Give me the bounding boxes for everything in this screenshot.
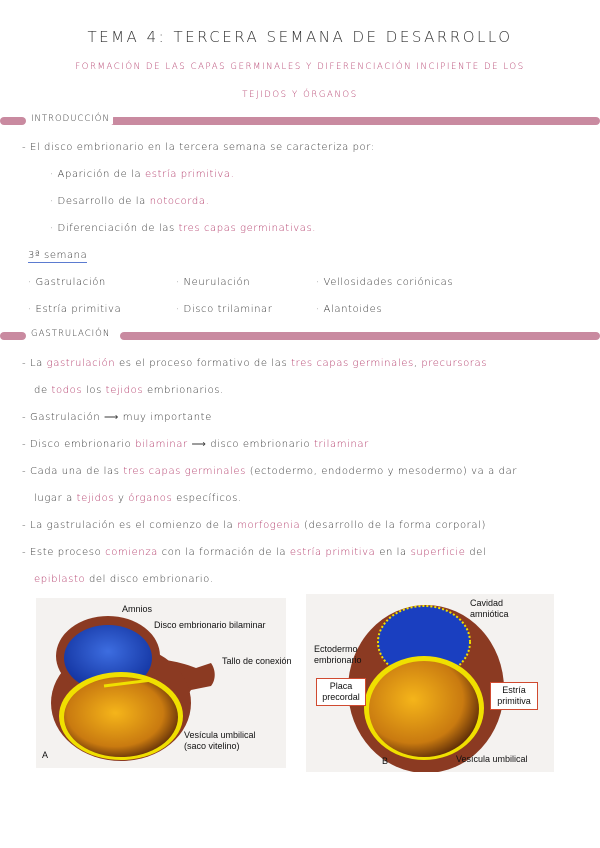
label-embrionario: embrionario bbox=[314, 655, 362, 665]
figure-a bbox=[36, 598, 292, 768]
label-placa-precordal: Placa precordal bbox=[316, 678, 366, 706]
subtitle-line-2: TEJIDOS Y ÓRGANOS bbox=[242, 90, 358, 100]
gastr-paragraph-5: - La gastrulación es el comienzo de la morfogenia (desarrollo de la forma corporal) bbox=[22, 520, 486, 531]
figure-b bbox=[306, 594, 554, 772]
gastr-paragraph-2: - Gastrulación ⟶ muy importante bbox=[22, 412, 212, 423]
grid-item: · Estría primitiva bbox=[28, 304, 122, 315]
grid-item: · Gastrulación bbox=[28, 277, 106, 288]
intro-item-1: · Aparición de la estría primitiva. bbox=[50, 169, 235, 180]
label-cavidad: Cavidad bbox=[470, 598, 504, 608]
label-vesicula-umbilical-b: Vesícula umbilical bbox=[456, 754, 528, 764]
gastr-paragraph-1-cont: de todos los tejidos embrionarios. bbox=[34, 385, 224, 396]
label-disco-bilaminar: Disco embrionario bilaminar bbox=[154, 620, 266, 630]
gastr-paragraph-6-cont: epiblasto del disco embrionario. bbox=[34, 574, 214, 585]
section-bar-introduccion bbox=[0, 116, 600, 126]
intro-line: - El disco embrionario en la tercera semana se caracteriza por: bbox=[22, 142, 375, 153]
grid-item: · Alantoides bbox=[316, 304, 383, 315]
label-ectodermo: Ectodermo bbox=[314, 644, 358, 654]
gastr-paragraph-3: - Disco embrionario bilaminar ⟶ disco embrionario trilaminar bbox=[22, 439, 369, 450]
label-saco-vitelino: (saco vitelino) bbox=[184, 741, 240, 751]
figure-a-letter: A bbox=[42, 750, 49, 760]
grid-item: · Vellosidades coriónicas bbox=[316, 277, 454, 288]
intro-item-2: · Desarrollo de la notocorda. bbox=[50, 196, 210, 207]
intro-item-3: · Diferenciación de las tres capas germinativas. bbox=[50, 223, 317, 234]
figure-b-letter: B bbox=[382, 756, 389, 766]
section-heading-gastrulacion: GASTRULACIÓN bbox=[28, 329, 113, 339]
week-label: 3ª semana bbox=[28, 250, 88, 261]
gastr-paragraph-4: - Cada una de las tres capas germinales (ectodermo, endodermo y mesodermo) va a dar bbox=[22, 466, 518, 477]
gastr-paragraph-6: - Este proceso comienza con la formación de la estría primitiva en la superficie del bbox=[22, 547, 487, 558]
grid-item: · Neurulación bbox=[176, 277, 251, 288]
gastr-paragraph-1: - La gastrulación es el proceso formativo de las tres capas germinales, precursoras bbox=[22, 358, 488, 369]
label-amnios: Amnios bbox=[122, 604, 153, 614]
subtitle-line-1: FORMACIÓN DE LAS CAPAS GERMINALES Y DIFERENCIACIÓN INCIPIENTE DE LOS bbox=[75, 62, 525, 72]
label-tallo-conexion: Tallo de conexión bbox=[222, 656, 292, 666]
section-bar-gastrulacion bbox=[0, 331, 600, 341]
label-estria-primitiva: Estría primitiva bbox=[490, 682, 538, 710]
grid-item: · Disco trilaminar bbox=[176, 304, 273, 315]
section-heading-introduccion: INTRODUCCIÓN bbox=[28, 114, 113, 124]
label-vesicula-umbilical-a: Vesícula umbilical bbox=[184, 730, 256, 740]
page-title: TEMA 4: TERCERA SEMANA DE DESARROLLO bbox=[87, 28, 513, 46]
gastr-paragraph-4-cont: lugar a tejidos y órganos específicos. bbox=[34, 493, 242, 504]
label-amniotica: amniótica bbox=[470, 609, 509, 619]
